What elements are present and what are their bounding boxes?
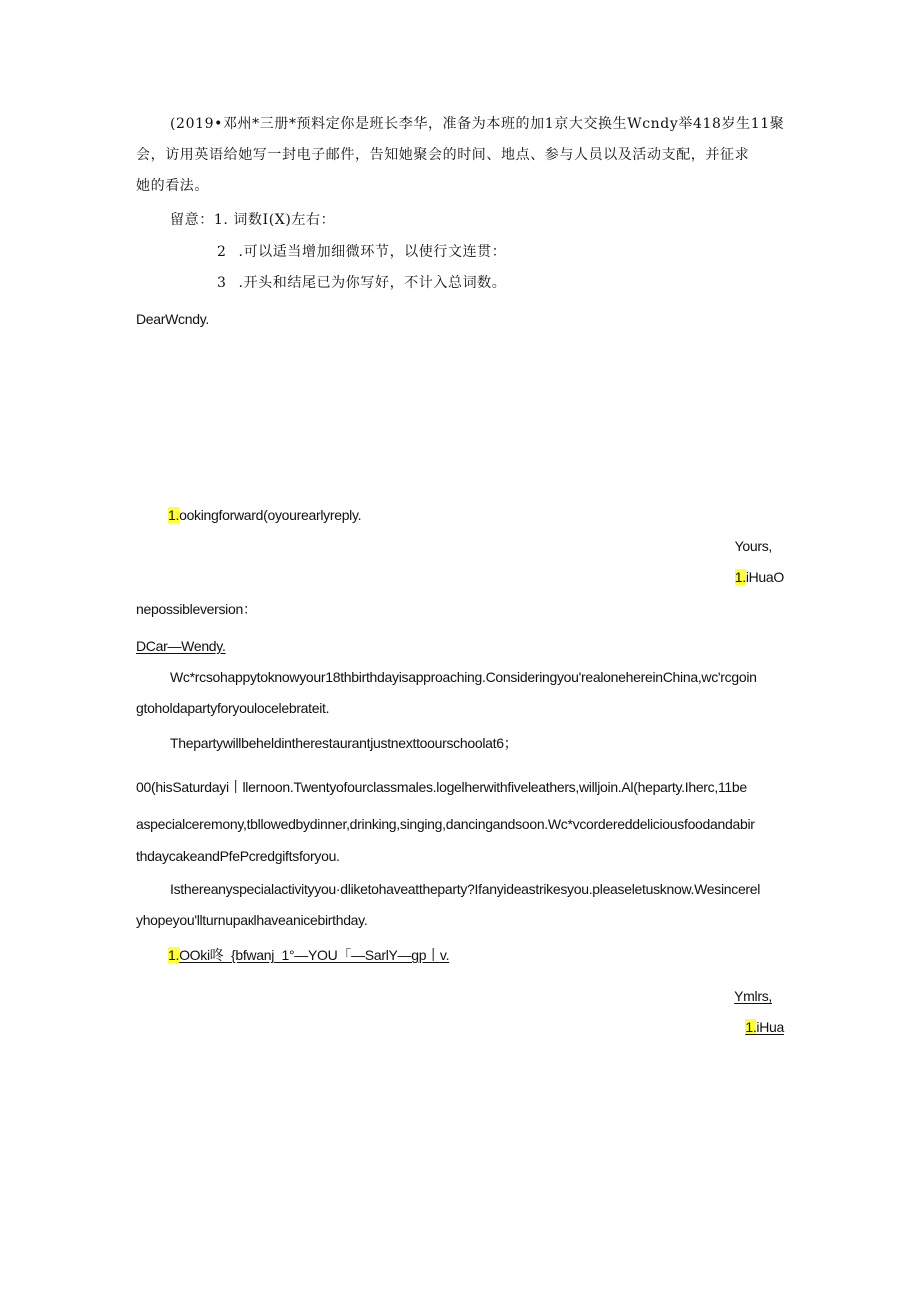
- answer-paragraph-2-line-3: aspecialceremony,tbllowedbydinner,drinking,singing,dancingandsoon.Wc*vcordereddeliciousfoodandabir: [136, 816, 755, 832]
- answer-paragraph-3-line-2: yhopeyou'llturnupaкlhaveanicebirthday.: [136, 912, 368, 928]
- template-yours: Yours,: [734, 538, 772, 554]
- answer-paragraph-2-line-1: Thepartywillbeheldintherestaurantjustnexttoourschoolat6；: [170, 735, 518, 751]
- answer-paragraph-2-line-2: 00(hisSaturdayi丨llernoon.Twentyofourclassmales.logelherwithfiveleathers,willjoin.Al(heparty.Iherc,11be: [136, 779, 747, 795]
- note-2: .可以适当增加细微环节，以使行文连贯：: [238, 244, 507, 260]
- answer-paragraph-2-line-4: thdaycakeandPfePcredgiftsforyou.: [136, 848, 340, 864]
- note-3-number: 3: [217, 275, 227, 291]
- answer-paragraph-1-line-2: gtoholdapartyforyoulocelebrateit.: [136, 700, 330, 716]
- template-signature: [735, 567, 784, 587]
- answer-paragraph-1-line-1: Wc*rcsohappytoknowyour18thbirthdayisapproaching.Consideringyou'realonehereinChina,wc'rcgoin: [170, 669, 757, 685]
- answer-signature: [745, 1017, 784, 1037]
- prompt-line-1: (2019•邓州*三册*预料定你是班长李华，准备为本班的加1京大交换生Wcndy举418岁生11聚: [170, 116, 785, 132]
- template-closing-line: [168, 505, 361, 525]
- note-2-number: 2: [217, 244, 227, 260]
- note-3: .开头和结尾已为你写好，不计入总词数。: [238, 275, 507, 291]
- answer-heading: nepossibleversion：: [136, 601, 257, 617]
- template-closing-text: ookingforward(oyourearlyreply.: [179, 507, 362, 523]
- answer-salutation: DCar—Wendy.: [136, 638, 226, 654]
- note-line-2: [217, 242, 506, 262]
- answer-paragraph-3-line-1: Isthereanyspecialactivityyou·dliketohaveattheparty?Ifanyideastrikesyou.pleaseletusknow.Wesincerel: [170, 881, 761, 897]
- answer-closing-text: OOki咚_{bfwanj_1°—YOU「—SarlY—gp丨v.: [179, 947, 450, 963]
- note-line-3: [217, 273, 506, 293]
- highlight-mark: 1.: [734, 569, 746, 585]
- highlight-mark: 1.: [745, 1019, 757, 1035]
- template-salutation: DearWcndy.: [136, 311, 209, 327]
- template-signature-text: iHuaO: [745, 569, 784, 585]
- note-label: 留意：: [170, 212, 214, 228]
- prompt-line-2: 会，访用英语给她写一封电子邮件，告知她聚会的时间、地点、参与人员以及活动支配，并征求: [136, 147, 750, 163]
- highlight-mark: 1.: [168, 507, 180, 523]
- prompt-line-3: 她的看法。: [136, 178, 209, 194]
- note-line-1: [170, 210, 335, 230]
- answer-closing-line: [168, 945, 449, 965]
- answer-signature-text: iHua: [756, 1019, 784, 1035]
- note-1: 1. 词数I(X)左右：: [213, 212, 336, 228]
- answer-yours: Ymlrs,: [734, 988, 772, 1004]
- highlight-mark: 1.: [168, 947, 180, 963]
